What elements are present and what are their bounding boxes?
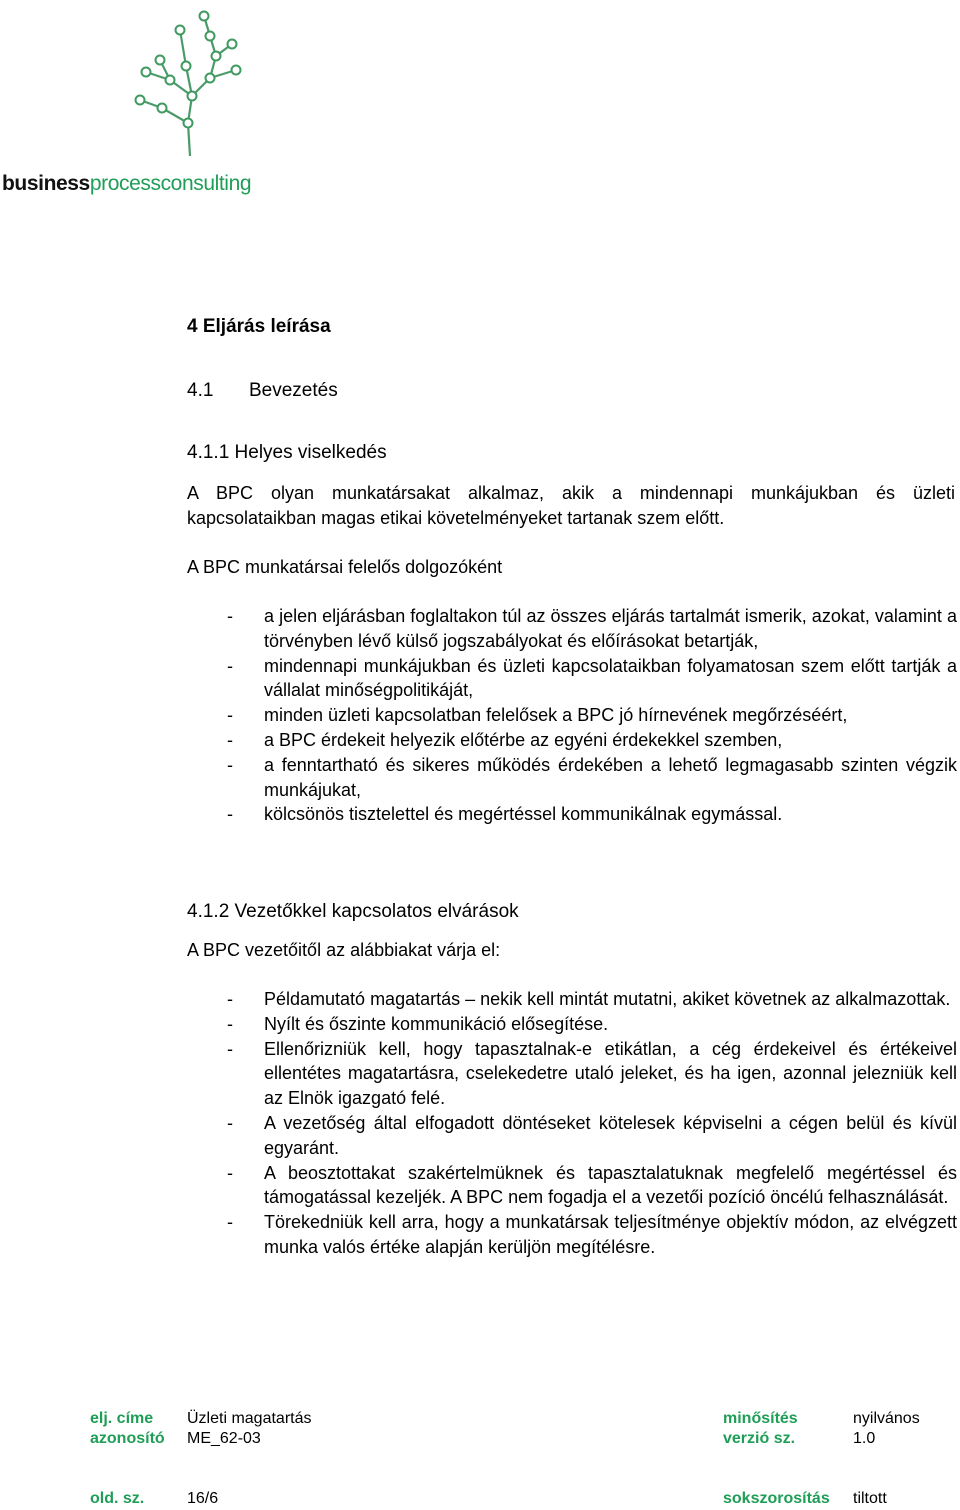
list-item: - Példamutató magatartás – nekik kell mintát mutatni, akiket követnek az alkalmazottak. xyxy=(227,989,951,1009)
section-number: 4.1 xyxy=(187,380,214,401)
section-heading xyxy=(187,380,338,402)
list-item: - kölcsönös tisztelettel és megértéssel kommunikálnak egymással. xyxy=(227,804,783,825)
footer-version-label: verzió sz. xyxy=(723,1430,796,1447)
list-item: - Ellenőrizniük kell, hogy tapasztalnak-e etikátlan, a cég érdekeivel és értékeivel ellentétes magatartásra, cselekedetre utaló jeleket, és ha igen, azonnal jelezniük kell az Elnök igazgató felé. xyxy=(227,1038,957,1109)
lead-paragraph: A BPC munkatársai felelős dolgozóként xyxy=(187,557,503,577)
list-item: - a fenntartható és sikeres működés érdekében a lehető legmagasabb szinten végzik munkájukat, xyxy=(227,754,957,800)
footer-id-value: ME_62-03 xyxy=(187,1430,261,1447)
list-item: - A beosztottakat szakértelmüknek és tapasztalatuknak megfelelő megértéssel és támogatással kezeljék. A BPC nem fogadja el a vezetői pozíció öncélú felhasználását. xyxy=(227,1162,957,1208)
footer-id-label: azonosító xyxy=(90,1430,165,1447)
section-title: Bevezetés xyxy=(249,380,338,401)
list-item: - a jelen eljárásban foglaltakon túl az összes eljárás tartalmát ismerik, azokat, valamint a törvényben lévő külső jogszabályokat és előírásokat betartják, xyxy=(227,606,957,651)
brand-part-processconsulting: processconsulting xyxy=(89,172,252,195)
lead-paragraph-2: A BPC vezetőitől az alábbiakat várja el: xyxy=(187,940,501,960)
chapter-heading: 4 Eljárás leírása xyxy=(187,316,331,337)
footer-copy-label: sokszorosítás xyxy=(723,1490,830,1507)
footer-page-label: old. sz. xyxy=(90,1490,145,1507)
footer-copy-value: tiltott xyxy=(853,1490,887,1507)
subsection-heading-1: 4.1.1 Helyes viselkedés xyxy=(187,442,387,463)
list-item: - Törekedniük kell arra, hogy a munkatársak teljesítménye objektív módon, az elvégzett munka valós értéke alapján kerüljön megítélésre. xyxy=(227,1212,957,1257)
list-item: - A vezetőség által elfogadott döntéseket kötelesek képviselni a cégen belül és kívül egyaránt. xyxy=(227,1112,957,1158)
list-item: - minden üzleti kapcsolatban felelősek a BPC jó hírnevének megőrzéséért, xyxy=(227,705,848,726)
manager-expectations-list xyxy=(187,987,957,1260)
brand-part-business: business xyxy=(2,172,90,195)
footer-title-value: Üzleti magatartás xyxy=(187,1410,312,1427)
list-item: - Nyílt és őszinte kommunikáció elősegítése. xyxy=(227,1013,609,1034)
list-item: - a BPC érdekeit helyezik előtérbe az egyéni érdekekkel szemben, xyxy=(227,729,783,750)
list-item: - mindennapi munkájukban és üzleti kapcsolataikban folyamatosan szem előtt tartják a vállalat minőségpolitikáját, xyxy=(227,655,957,701)
footer-class-value: nyilvános xyxy=(853,1410,920,1427)
intro-paragraph: A BPC olyan munkatársakat alkalmaz, akik a mindennapi munkájukban és üzleti kapcsolataikban magas etikai követelményeket tartanak szem előtt. xyxy=(187,483,955,528)
employee-duties-list xyxy=(187,604,957,827)
footer-version-value: 1.0 xyxy=(853,1430,876,1447)
subsection-heading-2: 4.1.2 Vezetőkkel kapcsolatos elvárások xyxy=(187,901,519,922)
footer-page-value: 16/6 xyxy=(187,1490,219,1507)
brand-wordmark xyxy=(2,172,251,196)
company-logo xyxy=(0,0,300,200)
footer-title-label: elj. címe xyxy=(90,1410,154,1427)
footer-class-label: minősítés xyxy=(723,1410,798,1427)
tree-logo-icon xyxy=(120,8,260,158)
